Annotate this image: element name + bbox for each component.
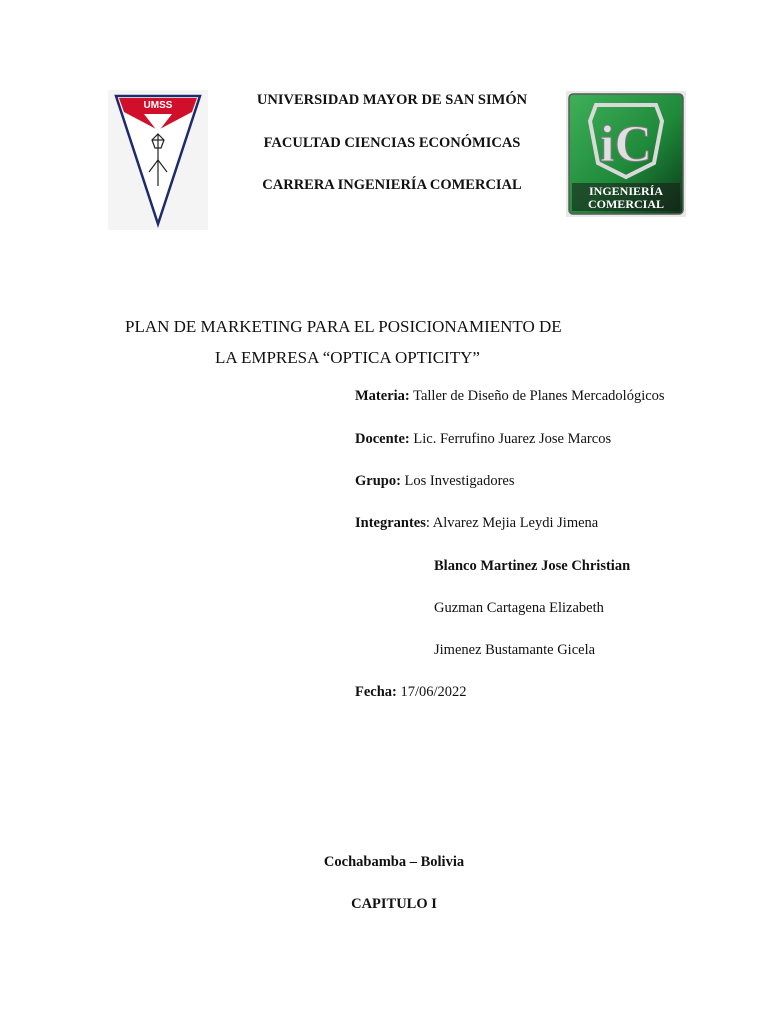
grupo-value: Los Investigadores bbox=[400, 473, 515, 489]
materia-label: Materia: bbox=[355, 388, 410, 404]
member-name: Jimenez Bustamante Gicela bbox=[434, 642, 596, 658]
ingenieria-comercial-logo bbox=[566, 91, 686, 217]
ic-line2: COMERCIAL bbox=[587, 197, 665, 211]
document-title-line1: PLAN DE MARKETING PARA EL POSICIONAMIENTO DE bbox=[125, 317, 562, 336]
integrantes-row bbox=[355, 515, 598, 532]
career-name: CARRERA INGENIERÍA COMERCIAL bbox=[262, 177, 522, 193]
fecha-value: 17/06/2022 bbox=[396, 684, 467, 700]
fecha-row bbox=[355, 684, 467, 701]
fecha-label: Fecha: bbox=[355, 684, 397, 700]
faculty-name: FACULTAD CIENCIAS ECONÓMICAS bbox=[263, 135, 521, 151]
materia-value: Taller de Diseño de Planes Mercadológicos bbox=[409, 388, 665, 404]
umss-logo bbox=[108, 90, 208, 230]
docente-row bbox=[355, 431, 611, 448]
university-name: UNIVERSIDAD MAYOR DE SAN SIMÓN bbox=[256, 92, 528, 108]
ic-line1: INGENIERÍA bbox=[588, 184, 664, 198]
document-title-line2: LA EMPRESA “OPTICA OPTICITY” bbox=[215, 348, 480, 367]
grupo-label: Grupo: bbox=[355, 473, 401, 489]
chapter-heading: CAPITULO I bbox=[351, 896, 437, 912]
integrantes-first-member: : Alvarez Mejia Leydi Jimena bbox=[425, 515, 599, 531]
grupo-row bbox=[355, 473, 514, 490]
ic-monogram: iC bbox=[600, 116, 652, 173]
member-name: Blanco Martinez Jose Christian bbox=[434, 558, 631, 574]
docente-label: Docente: bbox=[355, 431, 410, 447]
member-name: Guzman Cartagena Elizabeth bbox=[434, 600, 604, 616]
place-line: Cochabamba – Bolivia bbox=[323, 854, 465, 870]
umss-logo-text: UMSS bbox=[143, 100, 173, 111]
materia-row bbox=[355, 388, 665, 405]
docente-value: Lic. Ferrufino Juarez Jose Marcos bbox=[409, 431, 612, 447]
integrantes-label: Integrantes bbox=[355, 515, 426, 531]
